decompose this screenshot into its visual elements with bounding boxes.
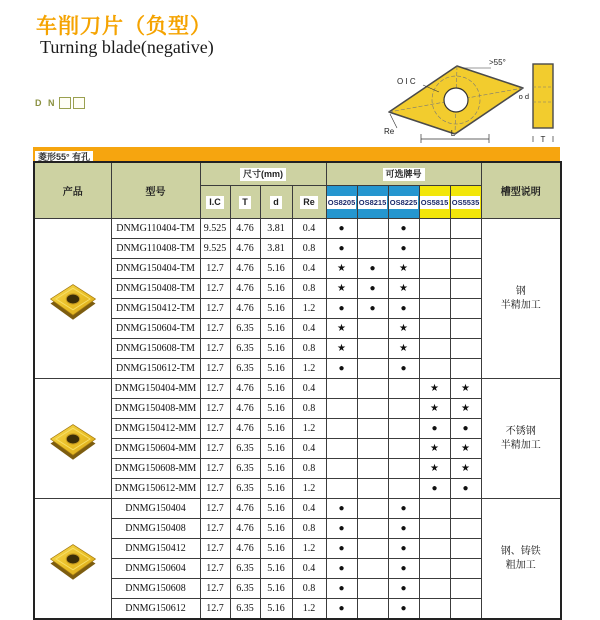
brand-availability-mark — [357, 379, 388, 399]
t-value: 6.35 — [230, 459, 260, 479]
brand-availability-mark — [450, 219, 481, 239]
brand-availability-mark — [450, 579, 481, 599]
brand-availability-mark: ● — [388, 359, 419, 379]
brand-availability-mark — [419, 499, 450, 519]
d-value: 5.16 — [260, 579, 292, 599]
d-value: 5.16 — [260, 499, 292, 519]
brand-availability-mark: ● — [357, 259, 388, 279]
insert-hole — [66, 433, 80, 443]
designation-prefix: D N — [35, 98, 57, 108]
brand-availability-mark: ● — [326, 499, 357, 519]
brand-availability-mark — [357, 579, 388, 599]
d-value: 5.16 — [260, 339, 292, 359]
col-header-re — [292, 186, 326, 219]
size-group-label: 尺寸(mm) — [240, 168, 286, 181]
t-value: 6.35 — [230, 579, 260, 599]
product-photo-cell — [34, 219, 111, 379]
col-header-ic — [200, 186, 230, 219]
model-number: DNMG150608-MM — [111, 459, 200, 479]
brand-availability-mark: ● — [388, 299, 419, 319]
model-number: DNMG150404-TM — [111, 259, 200, 279]
brand-availability-mark — [419, 339, 450, 359]
re-value: 1.2 — [292, 539, 326, 559]
ic-value: 12.7 — [200, 299, 230, 319]
model-number: DNMG110408-TM — [111, 239, 200, 259]
section-banner-label: 菱形55° 有孔 — [35, 151, 93, 163]
brand-availability-mark — [326, 459, 357, 479]
brand-availability-mark: ★ — [450, 399, 481, 419]
t-value: 4.76 — [230, 519, 260, 539]
t-value: 6.35 — [230, 599, 260, 620]
brand-availability-mark — [419, 359, 450, 379]
model-number: DNMG150612-TM — [111, 359, 200, 379]
brand-availability-mark: ★ — [326, 259, 357, 279]
brand-availability-mark — [357, 399, 388, 419]
brand-availability-mark: ● — [388, 499, 419, 519]
brand-availability-mark: ● — [388, 239, 419, 259]
brand-availability-mark — [450, 559, 481, 579]
section-banner — [33, 147, 560, 161]
model-number: DNMG150404-MM — [111, 379, 200, 399]
brand-availability-mark: ● — [326, 539, 357, 559]
col-header-product: 产品 — [34, 162, 111, 219]
groove-desc-line: 半精加工 — [500, 299, 541, 311]
brand-availability-mark — [326, 479, 357, 499]
ic-value: 12.7 — [200, 279, 230, 299]
t-value: 4.76 — [230, 299, 260, 319]
brand-availability-mark — [450, 299, 481, 319]
catalog-table-head — [34, 162, 561, 219]
brand-availability-mark: ★ — [450, 379, 481, 399]
brand-availability-mark: ★ — [388, 319, 419, 339]
insert-photo — [46, 417, 100, 461]
ic-value: 12.7 — [200, 539, 230, 559]
col-header-brand — [419, 186, 450, 219]
brand-availability-mark: ★ — [450, 439, 481, 459]
brand-availability-mark — [388, 479, 419, 499]
re-value: 0.4 — [292, 559, 326, 579]
brand-availability-mark: ★ — [326, 279, 357, 299]
side-view — [533, 64, 553, 128]
brand-availability-mark — [419, 559, 450, 579]
brand-availability-mark — [357, 479, 388, 499]
brand-availability-mark: ● — [388, 219, 419, 239]
brand-availability-mark — [388, 399, 419, 419]
col-header-brand — [450, 186, 481, 219]
model-number: DNMG150604-MM — [111, 439, 200, 459]
brand-availability-mark — [419, 299, 450, 319]
model-number: DNMG150408-MM — [111, 399, 200, 419]
brand-availability-mark: ● — [326, 579, 357, 599]
re-value: 0.8 — [292, 239, 326, 259]
insert-photo — [46, 537, 100, 581]
ic-value: 9.525 — [200, 219, 230, 239]
ic-value: 12.7 — [200, 419, 230, 439]
brand-availability-mark: ● — [326, 559, 357, 579]
brand-grade-label: OS8205 — [327, 197, 356, 207]
re-value: 0.4 — [292, 259, 326, 279]
d-value: 3.81 — [260, 239, 292, 259]
re-value: 1.2 — [292, 479, 326, 499]
ic-value: 12.7 — [200, 479, 230, 499]
col-header-d — [260, 186, 292, 219]
d-value: 5.16 — [260, 519, 292, 539]
brand-availability-mark — [419, 539, 450, 559]
t-value: 6.35 — [230, 359, 260, 379]
catalog-row — [34, 219, 561, 239]
thickness-dimension-label: T — [540, 135, 546, 144]
brand-availability-mark — [419, 519, 450, 539]
re-value: 0.4 — [292, 319, 326, 339]
ic-value: 12.7 — [200, 579, 230, 599]
d-value: 5.16 — [260, 259, 292, 279]
brand-availability-mark — [419, 239, 450, 259]
brand-availability-mark — [357, 439, 388, 459]
brand-availability-mark — [419, 599, 450, 620]
d-value: 5.16 — [260, 379, 292, 399]
model-number: DNMG150408 — [111, 519, 200, 539]
d-value: 5.16 — [260, 559, 292, 579]
brand-availability-mark — [357, 519, 388, 539]
ic-value: 12.7 — [200, 559, 230, 579]
re-value: 0.8 — [292, 339, 326, 359]
d-value: 5.16 — [260, 599, 292, 620]
insert-photo — [46, 277, 100, 321]
col-header-groove-desc: 槽型说明 — [481, 162, 561, 219]
brand-grade-label: OS8225 — [389, 197, 418, 207]
re-value: 0.4 — [292, 379, 326, 399]
brand-availability-mark — [357, 319, 388, 339]
angle-label: >55° — [489, 58, 506, 67]
brand-availability-mark: ★ — [419, 459, 450, 479]
brand-availability-mark: ★ — [450, 459, 481, 479]
brand-availability-mark — [388, 379, 419, 399]
brand-availability-mark — [450, 279, 481, 299]
hole-diameter-label: o d — [518, 92, 529, 101]
d-value: 5.16 — [260, 279, 292, 299]
brand-availability-mark — [450, 359, 481, 379]
ic-value: 12.7 — [200, 359, 230, 379]
re-value: 0.8 — [292, 459, 326, 479]
model-number: DNMG150412 — [111, 539, 200, 559]
catalog-row — [34, 499, 561, 519]
designation-code — [35, 97, 85, 109]
brand-availability-mark: ● — [326, 239, 357, 259]
brand-availability-mark — [357, 499, 388, 519]
brand-availability-mark — [419, 579, 450, 599]
ic-value: 12.7 — [200, 499, 230, 519]
groove-type-description — [481, 499, 561, 620]
brand-availability-mark: ● — [326, 299, 357, 319]
brand-availability-mark: ● — [388, 519, 419, 539]
brand-availability-mark: ★ — [326, 339, 357, 359]
col-header-brand-group — [326, 162, 481, 186]
brand-availability-mark — [357, 219, 388, 239]
groove-type-description — [481, 219, 561, 379]
brand-availability-mark — [388, 419, 419, 439]
d-value: 5.16 — [260, 479, 292, 499]
ic-value: 12.7 — [200, 339, 230, 359]
t-value: 6.35 — [230, 319, 260, 339]
ic-value: 12.7 — [200, 439, 230, 459]
model-number: DNMG150412-TM — [111, 299, 200, 319]
brand-availability-mark — [450, 499, 481, 519]
brand-availability-mark: ● — [450, 479, 481, 499]
model-number: DNMG150612 — [111, 599, 200, 620]
brand-availability-mark: ● — [357, 299, 388, 319]
brand-availability-mark: ● — [388, 559, 419, 579]
catalog-table-body — [34, 219, 561, 620]
brand-availability-mark: ● — [326, 599, 357, 620]
brand-availability-mark — [357, 239, 388, 259]
re-value: 0.8 — [292, 279, 326, 299]
t-value: 4.76 — [230, 399, 260, 419]
brand-availability-mark — [450, 259, 481, 279]
catalog-table — [33, 161, 562, 620]
t-value: 4.76 — [230, 259, 260, 279]
brand-grade-label: OS8215 — [358, 197, 387, 207]
brand-availability-mark — [419, 219, 450, 239]
d-value: 5.16 — [260, 299, 292, 319]
re-value: 0.4 — [292, 219, 326, 239]
insert-technical-drawing — [383, 54, 561, 144]
ic-value: 12.7 — [200, 379, 230, 399]
insert-hole — [66, 293, 80, 303]
t-value: 6.35 — [230, 439, 260, 459]
d-header-label: d — [270, 196, 282, 209]
re-value: 0.8 — [292, 399, 326, 419]
brand-availability-mark — [326, 419, 357, 439]
col-header-t — [230, 186, 260, 219]
brand-availability-mark — [357, 359, 388, 379]
brand-availability-mark — [388, 459, 419, 479]
center-hole — [444, 88, 468, 112]
re-value: 0.4 — [292, 439, 326, 459]
groove-desc-line: 钢、铸铁 — [500, 545, 541, 557]
re-value: 1.2 — [292, 599, 326, 620]
catalog-row — [34, 379, 561, 399]
ic-value: 12.7 — [200, 599, 230, 620]
groove-desc-line: 不锈钢 — [505, 425, 536, 437]
t-value: 6.35 — [230, 479, 260, 499]
d-value: 5.16 — [260, 419, 292, 439]
brand-availability-mark: ★ — [419, 439, 450, 459]
brand-availability-mark — [357, 339, 388, 359]
brand-availability-mark: ★ — [388, 339, 419, 359]
brand-availability-mark: ● — [388, 539, 419, 559]
brand-availability-mark — [450, 539, 481, 559]
model-number: DNMG150604 — [111, 559, 200, 579]
designation-box — [59, 97, 71, 109]
re-header-label: Re — [300, 196, 318, 209]
page-title: 车削刀片（负型） — [36, 15, 212, 38]
d-value: 5.16 — [260, 399, 292, 419]
brand-availability-mark — [419, 279, 450, 299]
t-value: 4.76 — [230, 539, 260, 559]
brand-availability-mark — [357, 419, 388, 439]
brand-availability-mark: ● — [326, 359, 357, 379]
brand-availability-mark: ● — [357, 279, 388, 299]
col-header-brand — [388, 186, 419, 219]
product-photo-cell — [34, 499, 111, 620]
brand-availability-mark — [357, 539, 388, 559]
brand-availability-mark: ● — [419, 479, 450, 499]
col-header-brand — [326, 186, 357, 219]
brand-availability-mark — [326, 439, 357, 459]
model-number: DNMG150612-MM — [111, 479, 200, 499]
brand-grade-label: OS5535 — [451, 197, 480, 207]
model-number: DNMG150412-MM — [111, 419, 200, 439]
brand-availability-mark — [419, 319, 450, 339]
brand-availability-mark — [450, 319, 481, 339]
page-subtitle: Turning blade(negative) — [40, 37, 214, 57]
t-value: 4.76 — [230, 379, 260, 399]
model-number: DNMG150404 — [111, 499, 200, 519]
re-value: 1.2 — [292, 419, 326, 439]
model-number: DNMG150608-TM — [111, 339, 200, 359]
model-number: DNMG150408-TM — [111, 279, 200, 299]
re-value: 1.2 — [292, 299, 326, 319]
ic-value: 12.7 — [200, 519, 230, 539]
brand-availability-mark: ★ — [419, 379, 450, 399]
ic-value: 9.525 — [200, 239, 230, 259]
ic-value: 12.7 — [200, 459, 230, 479]
brand-availability-mark — [419, 259, 450, 279]
brand-availability-mark: ● — [388, 579, 419, 599]
ic-value: 12.7 — [200, 319, 230, 339]
model-number: DNMG110404-TM — [111, 219, 200, 239]
ic-header-label: I.C — [206, 196, 224, 209]
d-value: 5.16 — [260, 539, 292, 559]
corner-radius-label: Re — [384, 127, 395, 136]
brand-grade-label: OS5815 — [420, 197, 449, 207]
brand-availability-mark: ● — [450, 419, 481, 439]
col-header-brand — [357, 186, 388, 219]
brand-availability-mark — [450, 239, 481, 259]
brand-availability-mark — [450, 599, 481, 620]
ic-dimension-label: O I C — [397, 77, 416, 86]
brand-availability-mark: ● — [326, 519, 357, 539]
insert-hole — [66, 553, 80, 563]
col-header-size-group — [200, 162, 326, 186]
designation-box — [73, 97, 85, 109]
brand-availability-mark — [357, 599, 388, 620]
t-value: 4.76 — [230, 239, 260, 259]
d-value: 5.16 — [260, 459, 292, 479]
brand-availability-mark: ★ — [388, 279, 419, 299]
brand-availability-mark: ★ — [388, 259, 419, 279]
groove-desc-line: 半精加工 — [500, 439, 541, 451]
header-group-row — [34, 162, 561, 186]
model-number: DNMG150608 — [111, 579, 200, 599]
product-photo-cell — [34, 379, 111, 499]
t-value: 4.76 — [230, 279, 260, 299]
brand-availability-mark — [450, 339, 481, 359]
d-value: 5.16 — [260, 319, 292, 339]
model-number: DNMG150604-TM — [111, 319, 200, 339]
t-value: 4.76 — [230, 219, 260, 239]
brand-availability-mark: ★ — [419, 399, 450, 419]
brand-availability-mark: ● — [388, 599, 419, 620]
brand-availability-mark — [326, 399, 357, 419]
brand-availability-mark — [388, 439, 419, 459]
re-value: 0.8 — [292, 579, 326, 599]
groove-desc-line: 钢 — [515, 285, 526, 297]
brand-availability-mark — [357, 559, 388, 579]
brand-availability-mark — [450, 519, 481, 539]
brand-availability-mark: ★ — [326, 319, 357, 339]
re-value: 0.8 — [292, 519, 326, 539]
t-value: 4.76 — [230, 419, 260, 439]
ic-value: 12.7 — [200, 399, 230, 419]
d-value: 3.81 — [260, 219, 292, 239]
groove-type-description — [481, 379, 561, 499]
groove-desc-line: 粗加工 — [505, 559, 536, 571]
brand-availability-mark: ● — [326, 219, 357, 239]
t-header-label: T — [239, 196, 251, 209]
d-value: 5.16 — [260, 359, 292, 379]
t-value: 6.35 — [230, 339, 260, 359]
brand-availability-mark — [326, 379, 357, 399]
ic-value: 12.7 — [200, 259, 230, 279]
t-value: 4.76 — [230, 499, 260, 519]
brand-availability-mark — [357, 459, 388, 479]
d-value: 5.16 — [260, 439, 292, 459]
length-dimension-label: L — [450, 129, 456, 138]
re-value: 1.2 — [292, 359, 326, 379]
brand-availability-mark: ● — [419, 419, 450, 439]
re-value: 0.4 — [292, 499, 326, 519]
t-value: 6.35 — [230, 559, 260, 579]
brand-group-label: 可选牌号 — [383, 168, 425, 181]
col-header-model: 型号 — [111, 162, 200, 219]
